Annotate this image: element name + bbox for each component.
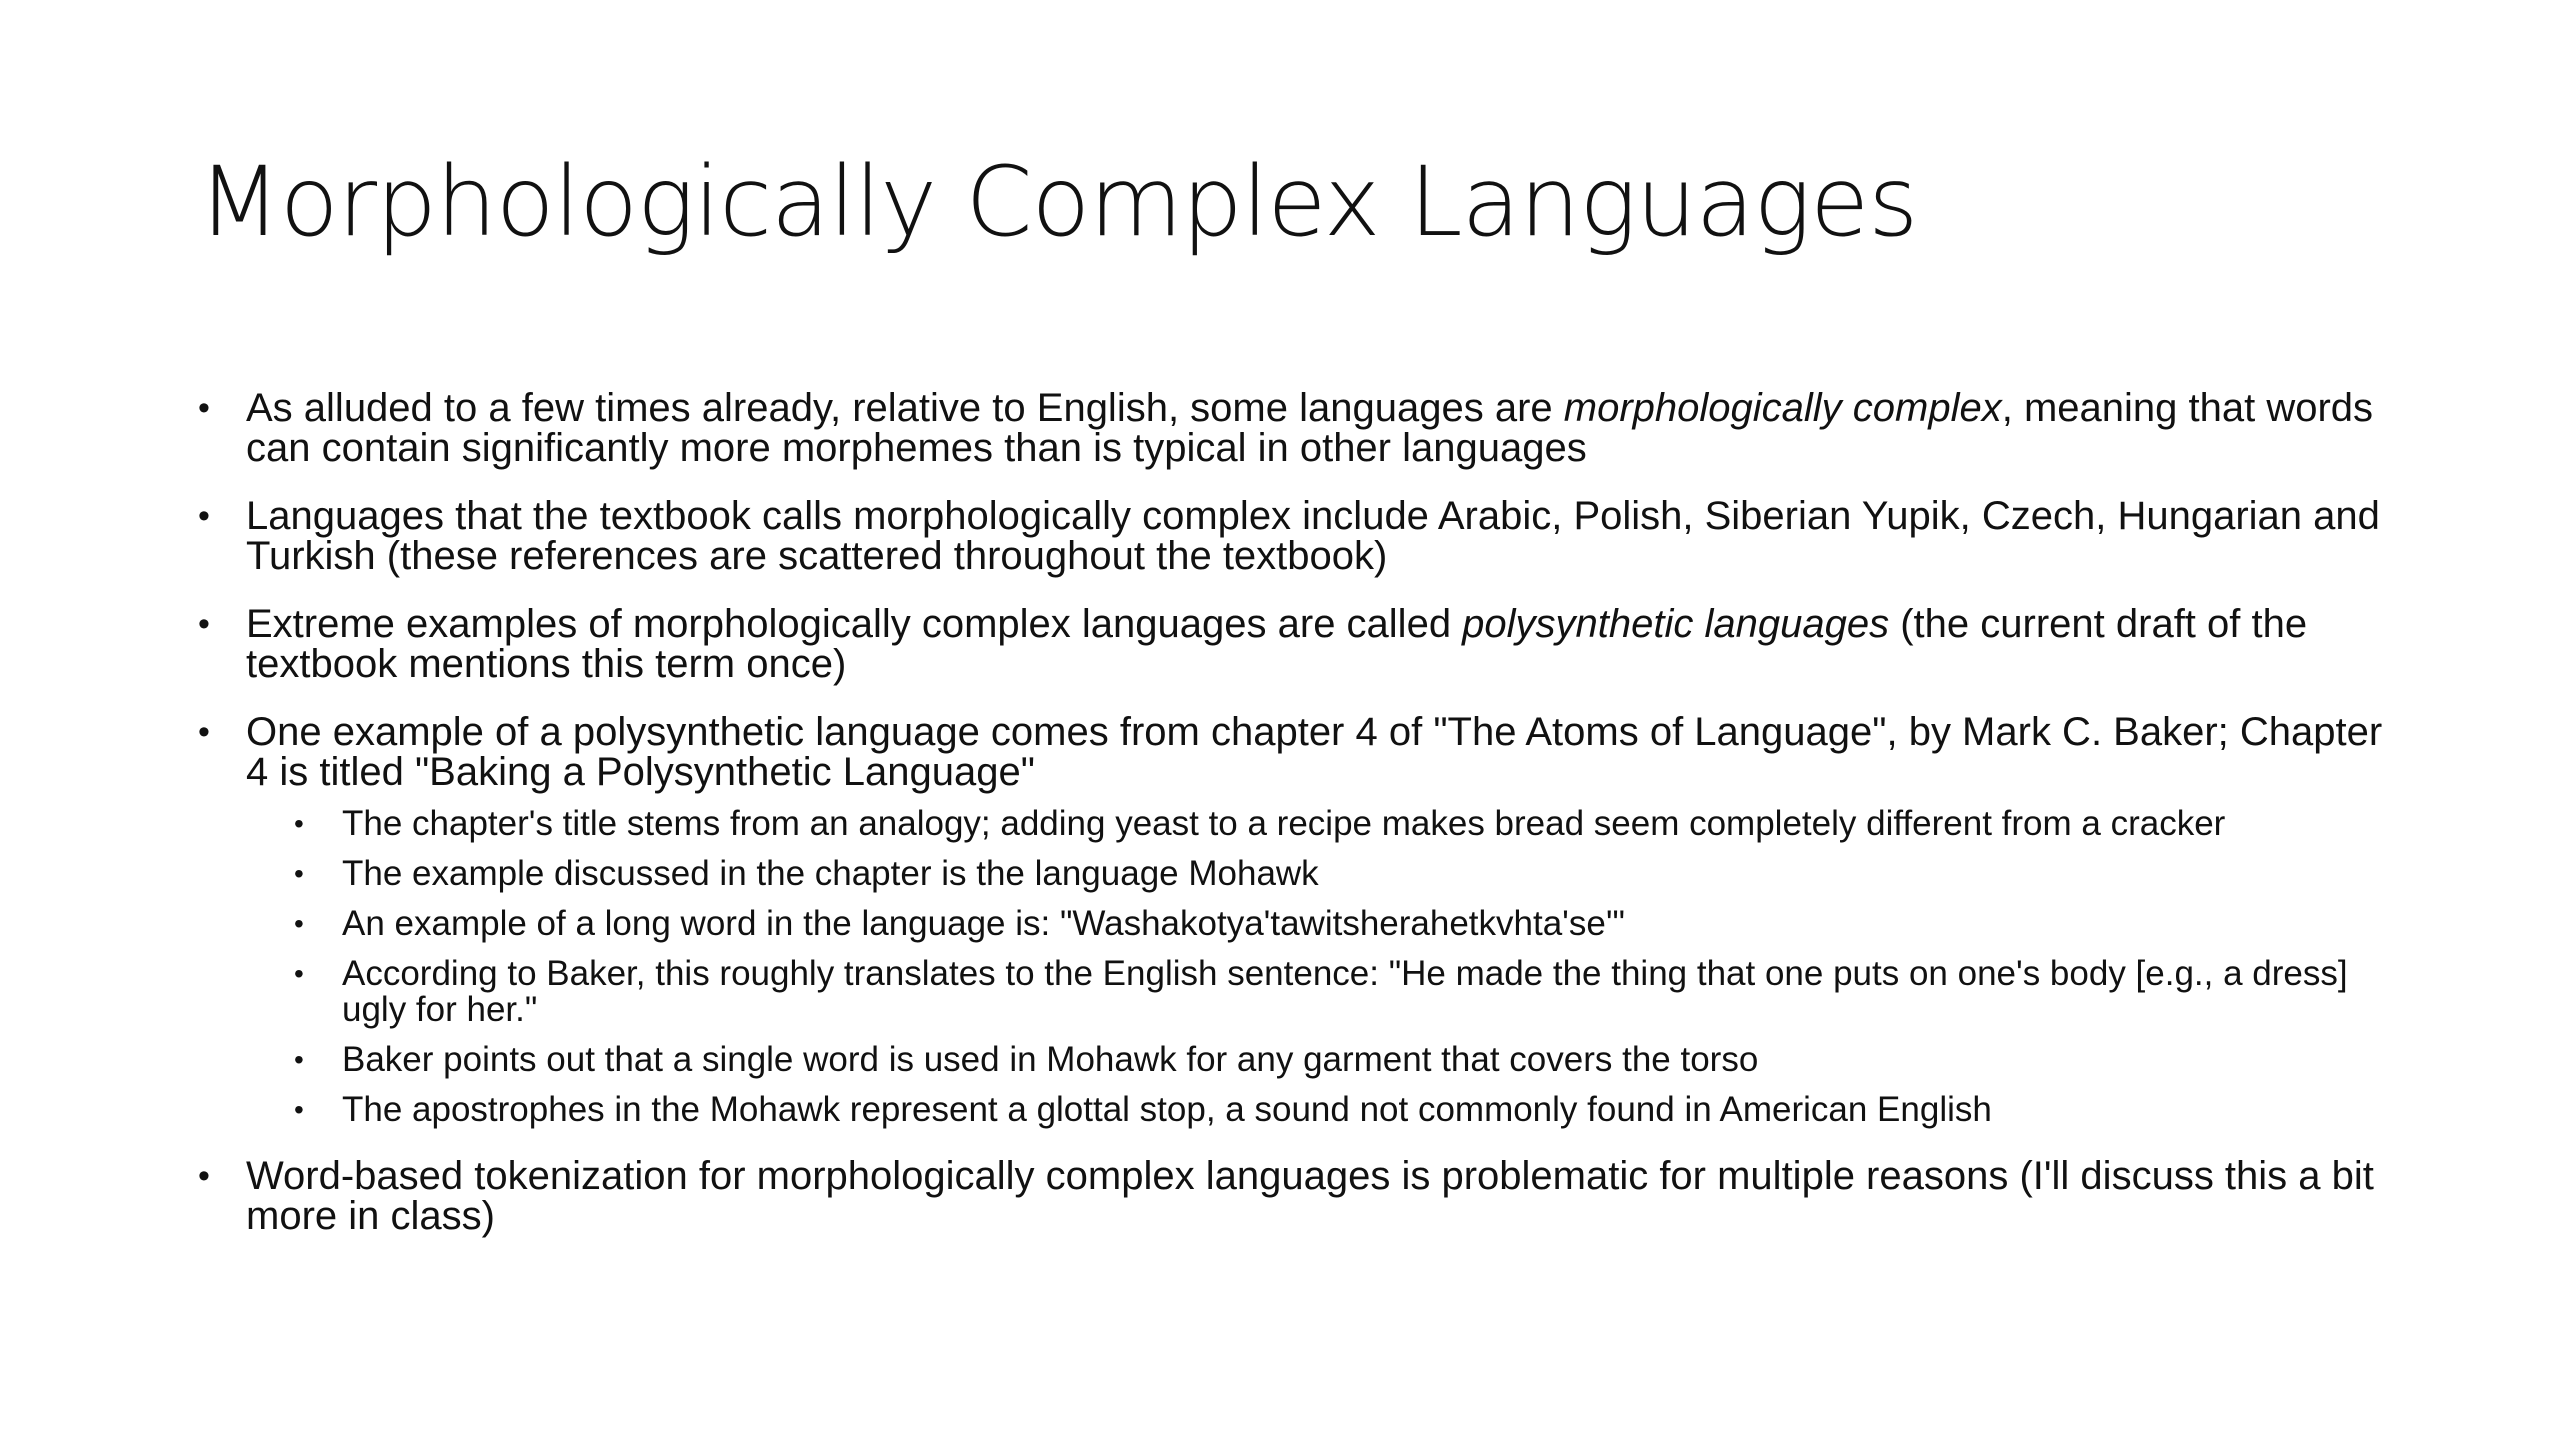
sub-bullet-item — [294, 1092, 2408, 1128]
bullet-item-textbook-languages — [198, 496, 2408, 576]
bullet-text-part: Extreme examples of morphologically complex languages are called — [246, 602, 1463, 646]
sub-bullet-icon: • — [294, 858, 304, 889]
sub-bullet-icon: • — [294, 958, 304, 989]
bullet-icon: • — [198, 497, 210, 535]
bullet-item-mohawk-example — [198, 712, 2408, 1128]
sub-bullet-item — [294, 956, 2408, 1028]
sub-bullet-item — [294, 806, 2408, 842]
bullet-text-part: (the current draft of the textbook mentions this term once) — [246, 602, 2308, 686]
sub-bullet-item — [294, 1042, 2408, 1078]
bullet-text: Word-based tokenization for morphologically complex languages is problematic for multiple reasons (I'll discuss this a bit more in class) — [246, 1154, 2374, 1238]
sub-bullet-text: According to Baker, this roughly translates to the English sentence: "He made the thing that one puts on one's body [e.g., a dress] ugly for her." — [342, 954, 2348, 1029]
bullet-icon: • — [198, 389, 210, 427]
sub-bullet-icon: • — [294, 908, 304, 939]
bullet-icon: • — [198, 713, 210, 751]
bullet-item-morphological-complexity — [198, 388, 2408, 468]
bullet-text-part: As alluded to a few times already, relative to English, some languages are — [246, 386, 1564, 430]
bullet-item-polysynthetic — [198, 604, 2408, 684]
sub-bullet-icon: • — [294, 808, 304, 839]
sub-bullet-text: The example discussed in the chapter is the language Mohawk — [342, 854, 1319, 893]
bullet-item-tokenization — [198, 1156, 2408, 1236]
sub-bullet-item — [294, 906, 2408, 942]
bullet-icon: • — [198, 1157, 210, 1195]
sub-bullet-text: The apostrophes in the Mohawk represent a glottal stop, a sound not commonly found in American English — [342, 1090, 1992, 1129]
bullet-text-part: , meaning that words can contain significantly more morphemes than is typical in other languages — [246, 386, 2374, 470]
sub-bullet-text: The chapter's title stems from an analogy; adding yeast to a recipe makes bread seem completely different from a cracker — [342, 804, 2226, 843]
bullet-text-emphasis: morphologically complex — [1563, 386, 2002, 430]
bullet-text: Languages that the textbook calls morphologically complex include Arabic, Polish, Siberian Yupik, Czech, Hungarian and Turkish (these references are scattered throughout the textbook) — [246, 494, 2380, 578]
bullet-text-emphasis: polysynthetic languages — [1462, 602, 1890, 646]
slide-body — [198, 388, 2408, 1264]
sub-bullet-list — [246, 806, 2408, 1128]
sub-bullet-item — [294, 856, 2408, 892]
bullet-icon: • — [198, 605, 210, 643]
sub-bullet-text: Baker points out that a single word is used in Mohawk for any garment that covers the torso — [342, 1040, 1759, 1079]
sub-bullet-icon: • — [294, 1044, 304, 1075]
bullet-text: One example of a polysynthetic language comes from chapter 4 of "The Atoms of Language", by Mark C. Baker; Chapter 4 is titled "Baking a Polysynthetic Language" — [246, 710, 2383, 794]
bullet-list — [198, 388, 2408, 1236]
sub-bullet-icon: • — [294, 1094, 304, 1125]
slide-title: Morphologically Complex Languages — [198, 146, 1918, 258]
sub-bullet-text: An example of a long word in the language is: "Washakotya'tawitsherahetkvhta'se'" — [342, 904, 1625, 943]
